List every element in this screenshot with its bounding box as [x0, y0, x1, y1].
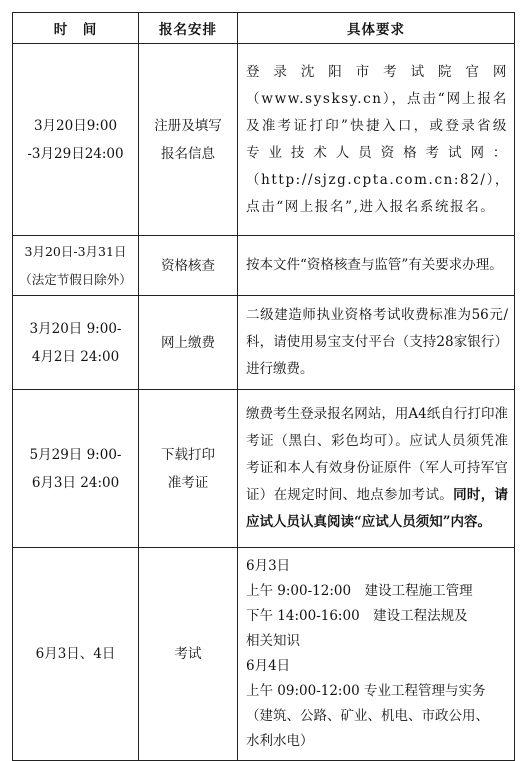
arrange-cell	[139, 548, 238, 761]
arrange-line: 注册及填写	[154, 117, 222, 134]
time-line: 6月3日、4日	[35, 646, 116, 662]
requirement-text: 登录沈阳市考试院官网（www.sysksy.cn），点击“网上报名及准考证打印”快捷入口，或登录省级专业技术人员资格考试网：（http://sjzg.cpta.com.cn:82/），点击“网上报名”,进入报名系统报名。	[246, 63, 511, 215]
time-cell	[13, 390, 139, 548]
arrange-cell	[139, 390, 238, 548]
arrange-line: 资格核查	[161, 257, 215, 274]
time-line: 4月2日 24:00	[31, 348, 120, 365]
table-header-row	[13, 13, 515, 44]
time-line: -3月29日24:00	[27, 145, 124, 162]
header-arrangement: 报名安排	[139, 13, 238, 44]
time-line: 6月3日 24:00	[31, 474, 120, 491]
table-row	[13, 548, 515, 761]
table-row	[13, 296, 515, 390]
header-time: 时 间	[13, 13, 139, 44]
exam-line: 下午 14:00-16:00 建设工程法规及	[246, 608, 468, 624]
arrange-cell	[139, 236, 238, 296]
requirement-text: 二级建造师执业资格考试收费标准为56元/科，请使用易宝支付平台（支持28家银行）进行缴费。	[246, 307, 508, 377]
header-requirements: 具体要求	[238, 13, 515, 44]
time-cell	[13, 548, 139, 761]
arrange-line: 考试	[174, 646, 202, 662]
arrange-cell	[139, 44, 238, 236]
arrange-line: 下载打印	[161, 446, 215, 463]
arrange-cell	[139, 296, 238, 390]
exam-line: 上午 9:00-12:00 建设工程施工管理	[246, 583, 473, 599]
time-line: 5月29日 9:00-	[29, 446, 122, 463]
exam-line: 6月3日	[246, 558, 291, 574]
arrange-line: 准考证	[167, 474, 209, 491]
exam-line: 6月4日	[246, 658, 291, 674]
requirement-text: 缴费考生登录报名网站，用A4纸自行打印准考证（黑白、彩色均可）。应试人员须凭准考证和本人有效身份证原件（军人可持军官证）在规定时间、地点参加考试。	[246, 406, 508, 503]
requirement-cell	[238, 390, 515, 548]
arrange-line: 报名信息	[161, 145, 215, 162]
exam-line: 相关知识	[246, 633, 300, 649]
time-cell	[13, 296, 139, 390]
time-line: 3月20日9:00	[33, 117, 118, 134]
time-line: 3月20日-3月31日	[24, 243, 127, 259]
table-row	[13, 390, 515, 548]
table-row	[13, 44, 515, 236]
time-cell	[13, 236, 139, 296]
requirement-text: 按本文件“资格核查与监管”有关要求办理。	[246, 257, 503, 273]
schedule-table	[12, 12, 515, 761]
exam-line: （建筑、公路、矿业、机电、市政公用、	[246, 708, 489, 724]
arrange-line: 网上缴费	[161, 334, 215, 351]
requirement-cell	[238, 44, 515, 236]
exam-line: 上午 09:00-12:00 专业工程管理与实务	[246, 683, 486, 699]
time-line: （法定节假日除外）	[19, 271, 132, 287]
exam-line: 水利水电）	[246, 733, 314, 749]
time-line: 3月20日 9:00-	[29, 320, 122, 337]
table-row	[13, 236, 515, 296]
requirement-cell	[238, 296, 515, 390]
requirement-bold-text: 同时，请应试人员认真阅读“应试人员须知”内容。	[246, 487, 509, 530]
time-cell	[13, 44, 139, 236]
requirement-cell	[238, 236, 515, 296]
requirement-cell	[238, 548, 515, 761]
